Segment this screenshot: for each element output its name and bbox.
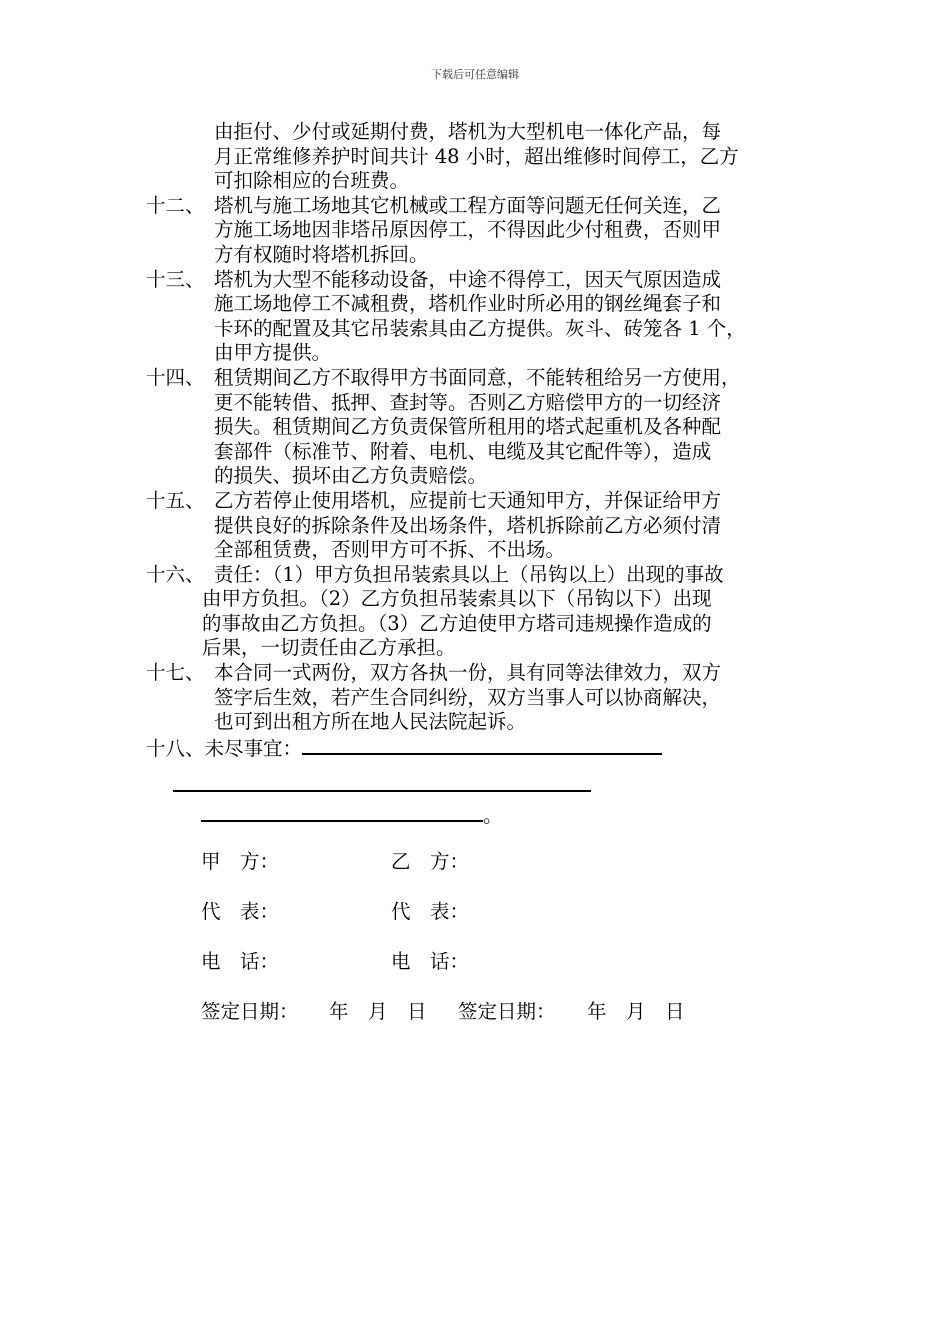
clause-12 xyxy=(146,194,816,268)
clause-number: 十八、 xyxy=(146,736,205,760)
text-line: 本合同一式两份，双方各执一份，具有同等法律效力，双方 xyxy=(214,661,722,685)
text-line: 施工场地停工不减租费，塔机作业时所必用的钢丝绳套子和 xyxy=(214,292,722,316)
text-line: 由甲方负担。（2）乙方负担吊装索具以下（吊钩以下）出现 xyxy=(202,587,712,611)
blank-line xyxy=(302,735,662,755)
period: 。 xyxy=(483,804,503,827)
clause-continuation xyxy=(146,120,816,194)
text-line: 损失。租赁期间乙方负责保管所租用的塔式起重机及各种配 xyxy=(214,415,722,439)
clause-number: 十六、 xyxy=(146,562,205,586)
clause-18 xyxy=(146,735,816,762)
clause-number: 十七、 xyxy=(146,661,205,685)
contract-body xyxy=(146,120,816,761)
text-line: 塔机为大型不能移动设备，中途不得停工，因天气原因造成 xyxy=(214,267,722,291)
text-line: 签字后生效，若产生合同纠纷，双方当事人可以协商解决， xyxy=(214,685,722,709)
clause-number: 十五、 xyxy=(146,488,205,512)
clause-17 xyxy=(146,661,816,735)
text-line: 由拒付、少付或延期付费，塔机为大型机电一体化产品，每 xyxy=(214,120,722,143)
clause-13 xyxy=(146,268,816,366)
signature-block xyxy=(201,846,801,1026)
blank-line xyxy=(173,790,591,792)
tel-b-label: 电 话： xyxy=(391,950,470,973)
text-line: 全部租赁费，否则甲方可不拆、不出场。 xyxy=(214,538,566,562)
text-line: 的事故由乙方负担。（3）乙方迫使甲方塔司违规操作造成的 xyxy=(202,611,712,635)
text-line: 塔机与施工场地其它机械或工程方面等问题无任何关连，乙 xyxy=(214,193,722,217)
clause-number: 十三、 xyxy=(146,267,205,291)
text-line: 更不能转借、抵押、查封等。否则乙方赔偿甲方的一切经济 xyxy=(214,390,722,414)
text-line: 后果，一切责任由乙方承担。 xyxy=(202,636,456,660)
text-line: 乙方若停止使用塔机，应提前七天通知甲方，并保证给甲方 xyxy=(214,488,722,512)
clause-label: 未尽事宜： xyxy=(204,736,303,760)
text-line: 由甲方提供。 xyxy=(214,341,332,365)
text-line: 方施工场地因非塔吊原因停工，不得因此少付租费，否则甲 xyxy=(214,218,722,242)
text-line: 的损失、损坏由乙方负责赔偿。 xyxy=(214,464,488,488)
date-a-label: 签定日期： xyxy=(201,1000,299,1023)
rep-a-label: 代 表： xyxy=(201,900,280,923)
text-line: 可扣除相应的台班费。 xyxy=(214,169,410,193)
text-line: 提供良好的拆除条件及出场条件，塔机拆除前乙方必须付清 xyxy=(214,513,722,537)
party-a-label: 甲 方： xyxy=(201,850,280,873)
clause-number: 十二、 xyxy=(146,193,205,217)
clause-number: 十四、 xyxy=(146,365,205,389)
text-line: 套部件（标准节、附着、电机、电缆及其它配件等），造成 xyxy=(214,439,712,463)
blank-line xyxy=(201,802,483,822)
blank-line-end xyxy=(201,800,503,828)
date-a-value: 年 月 日 xyxy=(329,1000,427,1023)
date-b-value: 年 月 日 xyxy=(587,1000,685,1023)
text-line: 租赁期间乙方不取得甲方书面同意，不能转租给另一方使用， xyxy=(214,365,741,389)
party-b-label: 乙 方： xyxy=(391,850,470,873)
clause-16 xyxy=(146,563,816,661)
rep-b-label: 代 表： xyxy=(391,900,470,923)
text-line: 卡环的配置及其它吊装索具由乙方提供。灰斗、砖笼各 1 个， xyxy=(214,316,746,340)
date-b-label: 签定日期： xyxy=(458,1000,556,1023)
clause-14 xyxy=(146,366,816,489)
text-line: 也可到出租方所在地人民法院起诉。 xyxy=(214,710,527,734)
clause-15 xyxy=(146,489,816,563)
text-line: 责任：（1）甲方负担吊装索具以上（吊钩以上）出现的事故 xyxy=(214,562,724,586)
page-header-note: 下载后可任意编辑 xyxy=(431,68,519,81)
text-line: 月正常维修养护时间共计 48 小时，超出维修时间停工，乙方 xyxy=(214,144,739,168)
text-line: 方有权随时将塔机拆回。 xyxy=(214,242,429,266)
tel-a-label: 电 话： xyxy=(201,950,280,973)
